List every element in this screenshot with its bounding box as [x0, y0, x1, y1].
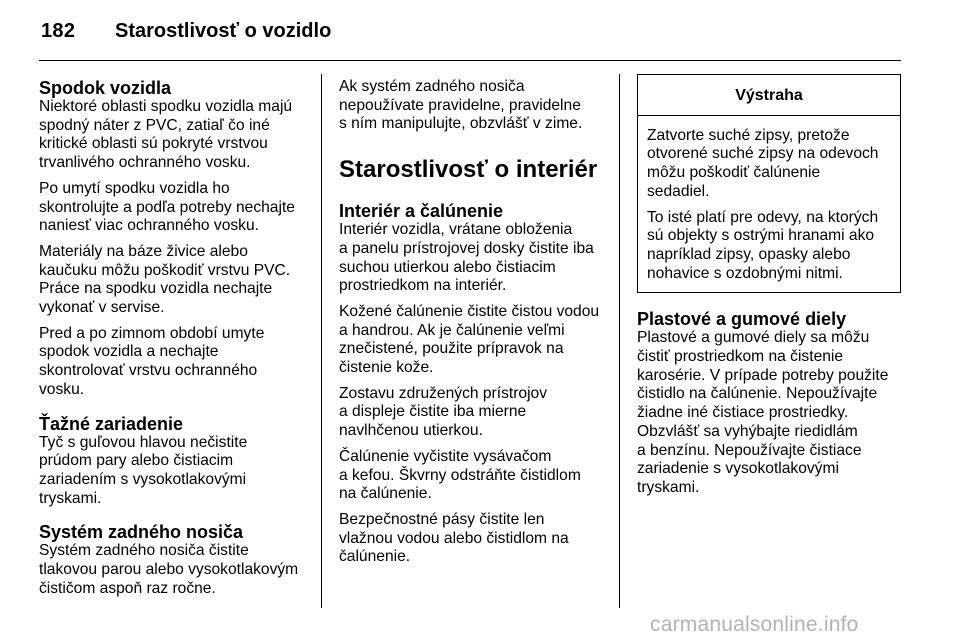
paragraph: Po umytí spodku vozidla ho skontrolujte a podľa potreby nechajte naniesť viac ochranného vosku. [39, 179, 295, 235]
page-header [39, 10, 901, 61]
section-system-zadneho-nosica [39, 522, 307, 598]
section-tazne-zariadenie [39, 414, 307, 509]
watermark: carmanualsonline.info [650, 613, 859, 636]
section-heading: Interiér a čalúnenie [339, 201, 504, 222]
paragraph: Plastové a gumové diely sa môžu čistiť prostriedkom na čistenie karosérie. V prípade potreby použite čistidlo na čalúnenie. Nepoužívajte žiadne iné čistiace prostriedky. Obzvlášť sa vyhýbajte riedidlám a benzínu. Nepoužívajte čistiace zariadenie s vysokotlakovými tryskami. [637, 329, 889, 496]
section-spodok-vozidla [39, 78, 307, 400]
column-divider [619, 74, 620, 608]
section-plastove-a-gumove-diely [637, 309, 901, 497]
section-heading: Systém zadného nosiča [39, 522, 244, 543]
column-divider [321, 74, 322, 608]
paragraph: Materiály na báze živice alebo kaučuku môžu poškodiť vrstvu PVC. Práce na spodku vozidla nechajte vykonať v servise. [39, 242, 291, 317]
paragraph: Tyč s guľovou hlavou nečistite prúdom pary alebo čistiacim zariadením s vysokotlakovými tryskami. [39, 433, 248, 507]
column-3 [637, 78, 901, 512]
column-1 [39, 78, 307, 612]
chapter-title: Starostlivosť o vozidlo [115, 20, 332, 42]
paragraph: Systém zadného nosiča čistite tlakovou parou alebo vysokotlakovým čističom aspoň raz ročne. [39, 542, 299, 597]
paragraph: To isté platí pre odevy, na ktorých sú objekty s ostrými hranami ako napríklad zipsy, opasky alebo nohavice s ozdobnými nitmi. [647, 208, 879, 282]
warning-body [638, 116, 900, 293]
section-heading: Ťažné zariadenie [39, 413, 184, 434]
section-heading: Plastové a gumové diely [637, 309, 847, 330]
warning-title: Výstraha [638, 75, 900, 116]
paragraph: Bezpečnostné pásy čistite len vlažnou vodou alebo čistidlom na čalúnenie. [339, 510, 569, 566]
paragraph: Interiér vozidla, vrátane obloženia a panelu prístrojovej dosky čistite iba suchou utierkou alebo čistiacim prostriedkom na interiér. [339, 221, 594, 295]
paragraph: Zatvorte suché zipsy, pretože otvorené suché zipsy na odevoch môžu poškodiť čalúnenie sedadiel. [647, 126, 879, 200]
column-2 [339, 78, 607, 581]
section-title: Starostlivosť o interiér [339, 156, 598, 184]
paragraph: Zostavu združených prístrojov a displeje čistite iba mierne navlhčenou utierkou. [339, 384, 548, 440]
warning-box [637, 74, 901, 293]
section-heading: Spodok vozidla [39, 78, 172, 98]
paragraph: Kožené čalúnenie čistite čistou vodou a handrou. Ak je čalúnenie veľmi znečistené, použite prípravok na čistenie kože. [339, 302, 600, 377]
page-number: 182 [41, 20, 76, 42]
paragraph: Čalúnenie vyčistite vysávačom a kefou. Škvrny odstráňte čistidlom na čalúnenie. [339, 447, 581, 503]
paragraph: Niektoré oblasti spodku vozidla majú spodný náter z PVC, zatiaľ čo iné kritické oblasti sú pokryté vrstvou trvanlivého ochranného vosku. [39, 98, 293, 172]
section-interier-a-calunenie [339, 201, 607, 567]
paragraph: Ak systém zadného nosiča nepoužívate pravidelne, pravidelne s ním manipulujte, obzvlášť v zime. [339, 78, 583, 133]
paragraph: Pred a po zimnom období umyte spodok vozidla a nechajte skontrolovať vrstvu ochranného vosku. [39, 324, 265, 398]
